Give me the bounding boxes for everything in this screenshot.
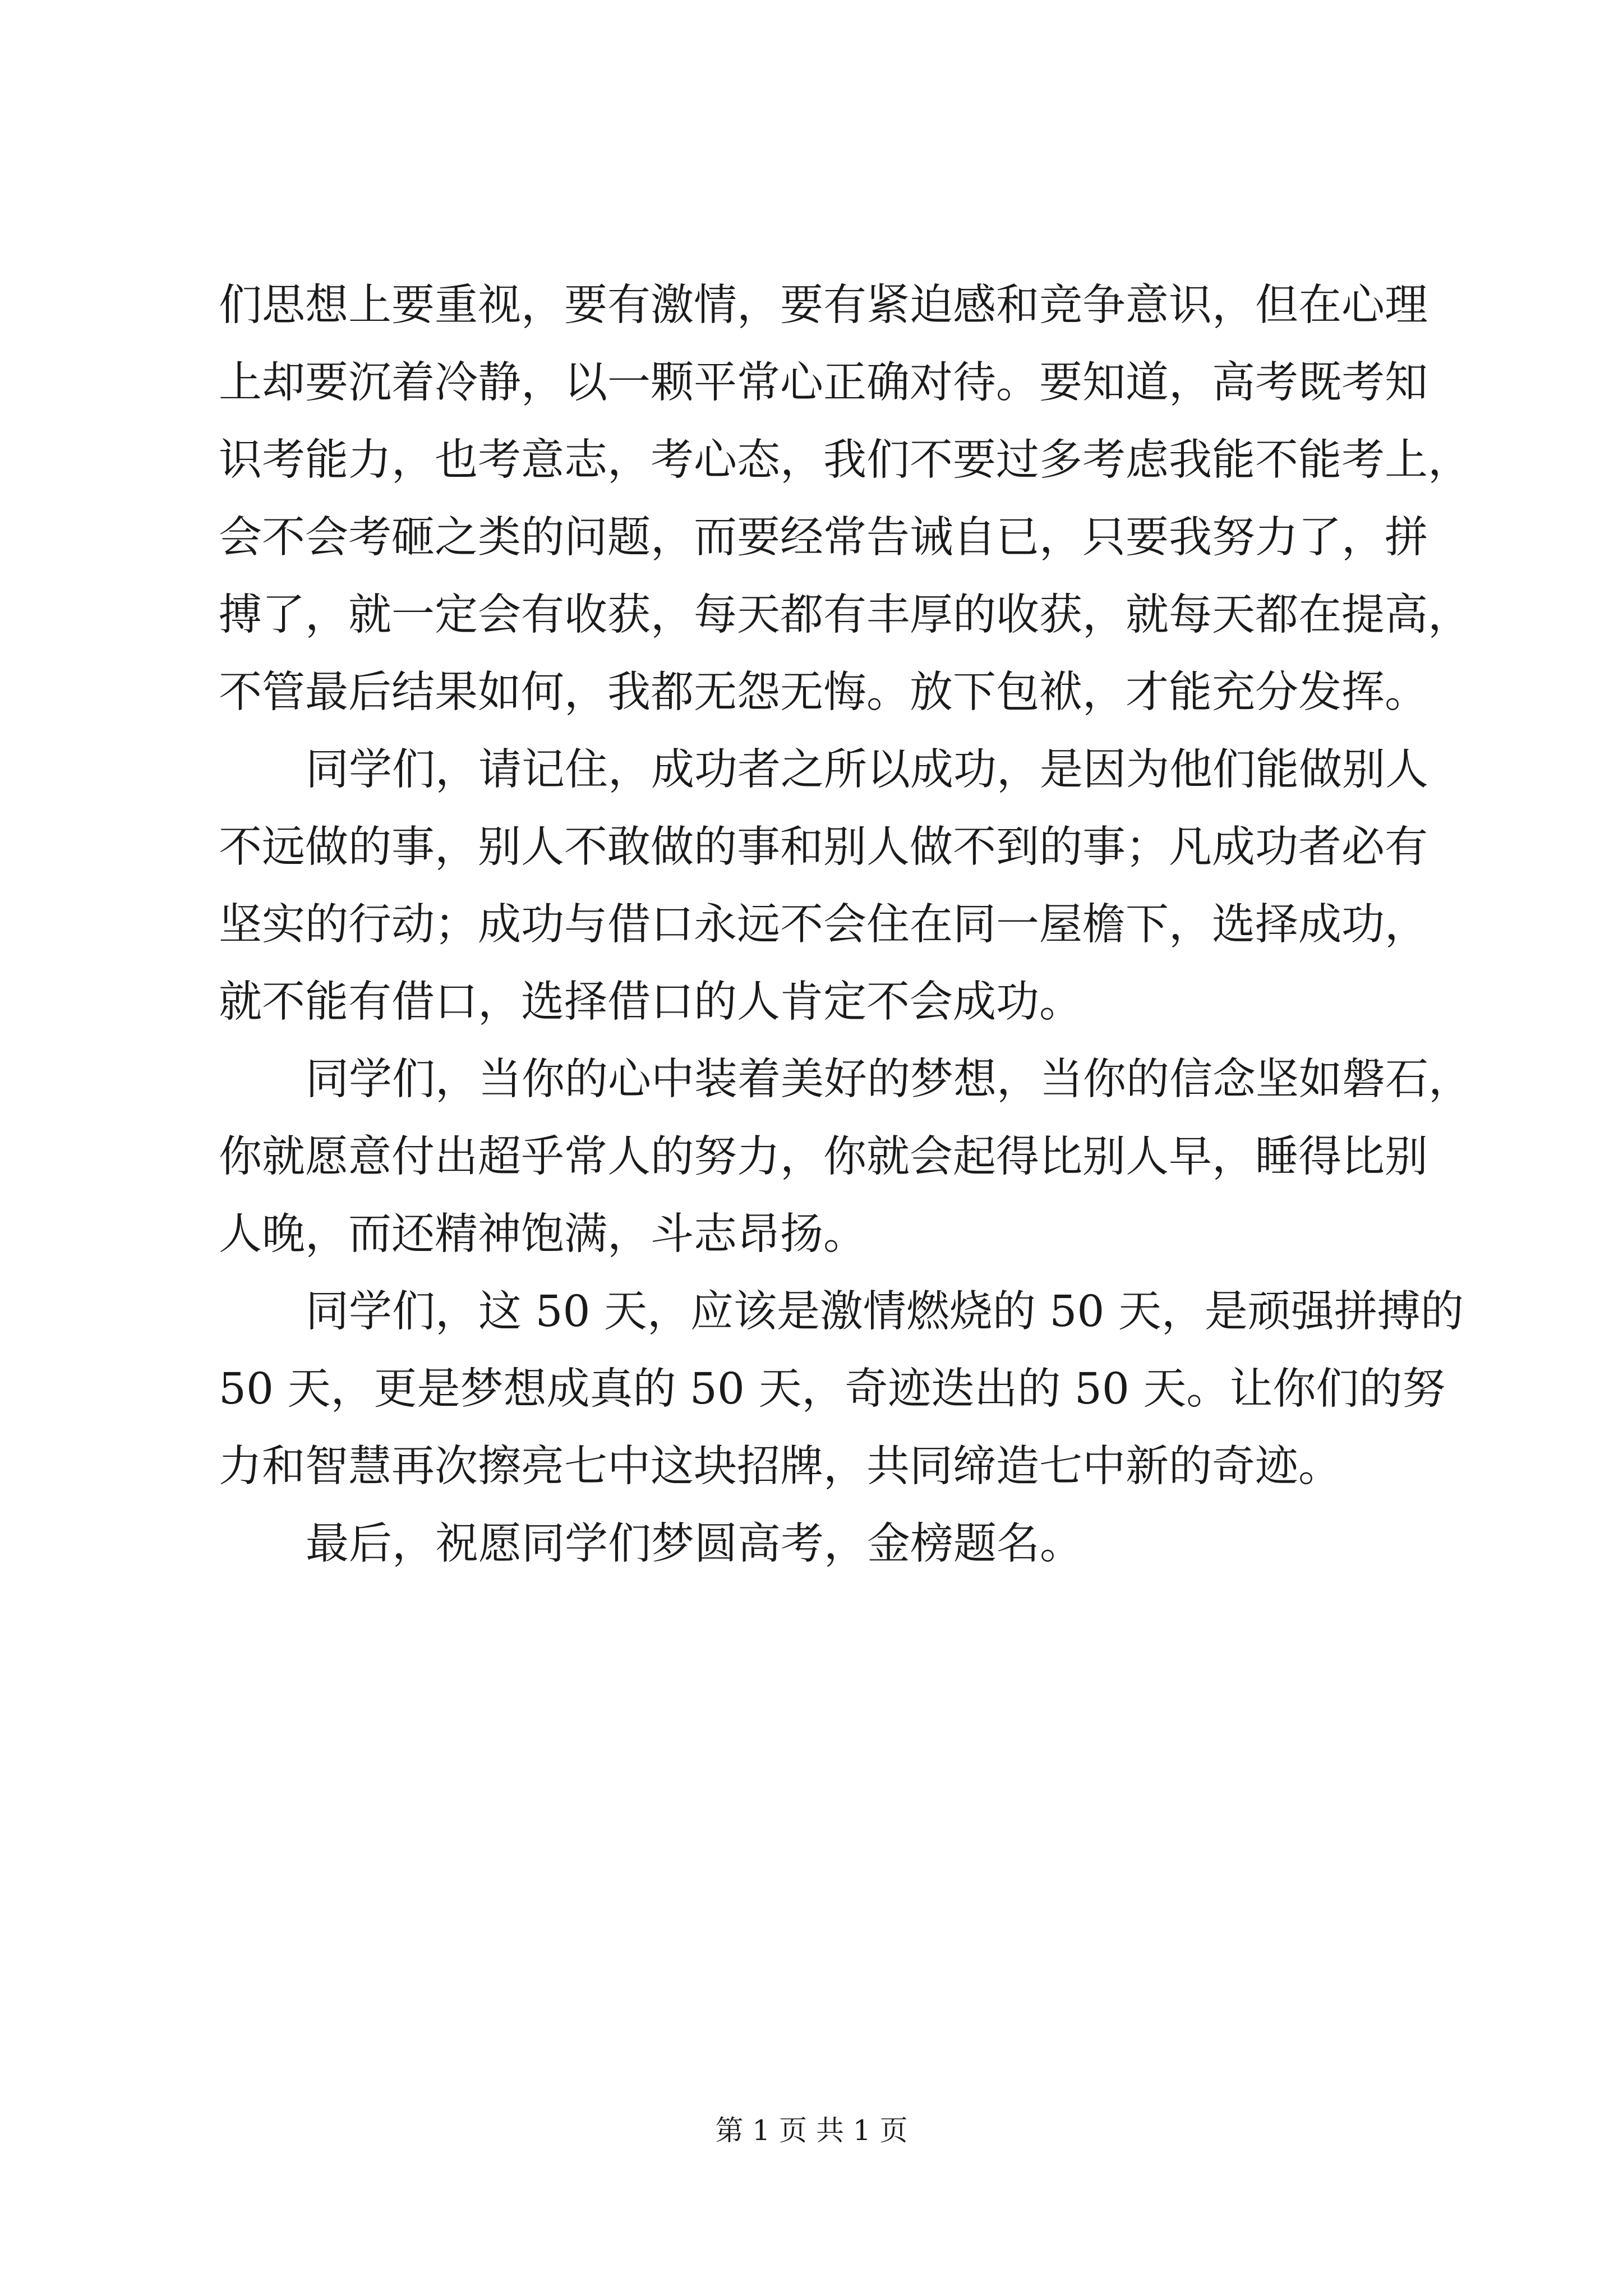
- body-line: 50 天，更是梦想成真的 50 天，奇迹迭出的 50 天。让你们的努: [219, 1364, 1446, 1414]
- paragraph-first-line: 同学们，当你的心中装着美好的梦想，当你的信念坚如磐石，: [306, 1055, 1472, 1105]
- body-line: 你就愿意付出超乎常人的努力，你就会起得比别人早，睡得比别: [219, 1132, 1428, 1182]
- page-number-footer: 第 1 页 共 1 页: [715, 2114, 908, 2147]
- paragraph-first-line: 同学们，请记住，成功者之所以成功，是因为他们能做别人: [306, 745, 1428, 795]
- paragraph-first-line: 最后，祝愿同学们梦圆高考，金榜题名。: [306, 1519, 1083, 1569]
- body-line: 上却要沉着冷静，以一颗平常心正确对待。要知道，高考既考知: [219, 358, 1428, 408]
- body-line: 识考能力，也考意志，考心态，我们不要过多考虑我能不能考上，: [219, 435, 1471, 485]
- body-line: 坚实的行动；成功与借口永远不会住在同一屋檐下，选择成功，: [219, 900, 1428, 950]
- body-line: 就不能有借口，选择借口的人肯定不会成功。: [219, 977, 1082, 1027]
- body-line: 不管最后结果如何，我都无怨无悔。放下包袱，才能充分发挥。: [219, 668, 1428, 717]
- body-line: 会不会考砸之类的问题，而要经常告诫自已，只要我努力了，拼: [219, 513, 1428, 563]
- body-line: 们思想上要重视，要有激情，要有紧迫感和竞争意识，但在心理: [219, 280, 1428, 330]
- body-line: 搏了，就一定会有收获，每天都有丰厚的收获，就每天都在提高，: [219, 590, 1471, 640]
- body-line: 人晚，而还精神饱满，斗志昂扬。: [219, 1209, 866, 1259]
- body-line: 力和智慧再次擦亮七中这块招牌，共同缔造七中新的奇迹。: [219, 1442, 1341, 1492]
- paragraph-first-line: 同学们，这 50 天，应该是激情燃烧的 50 天，是顽强拼搏的: [306, 1287, 1464, 1337]
- body-line: 不远做的事，别人不敢做的事和别人做不到的事；凡成功者必有: [219, 822, 1428, 872]
